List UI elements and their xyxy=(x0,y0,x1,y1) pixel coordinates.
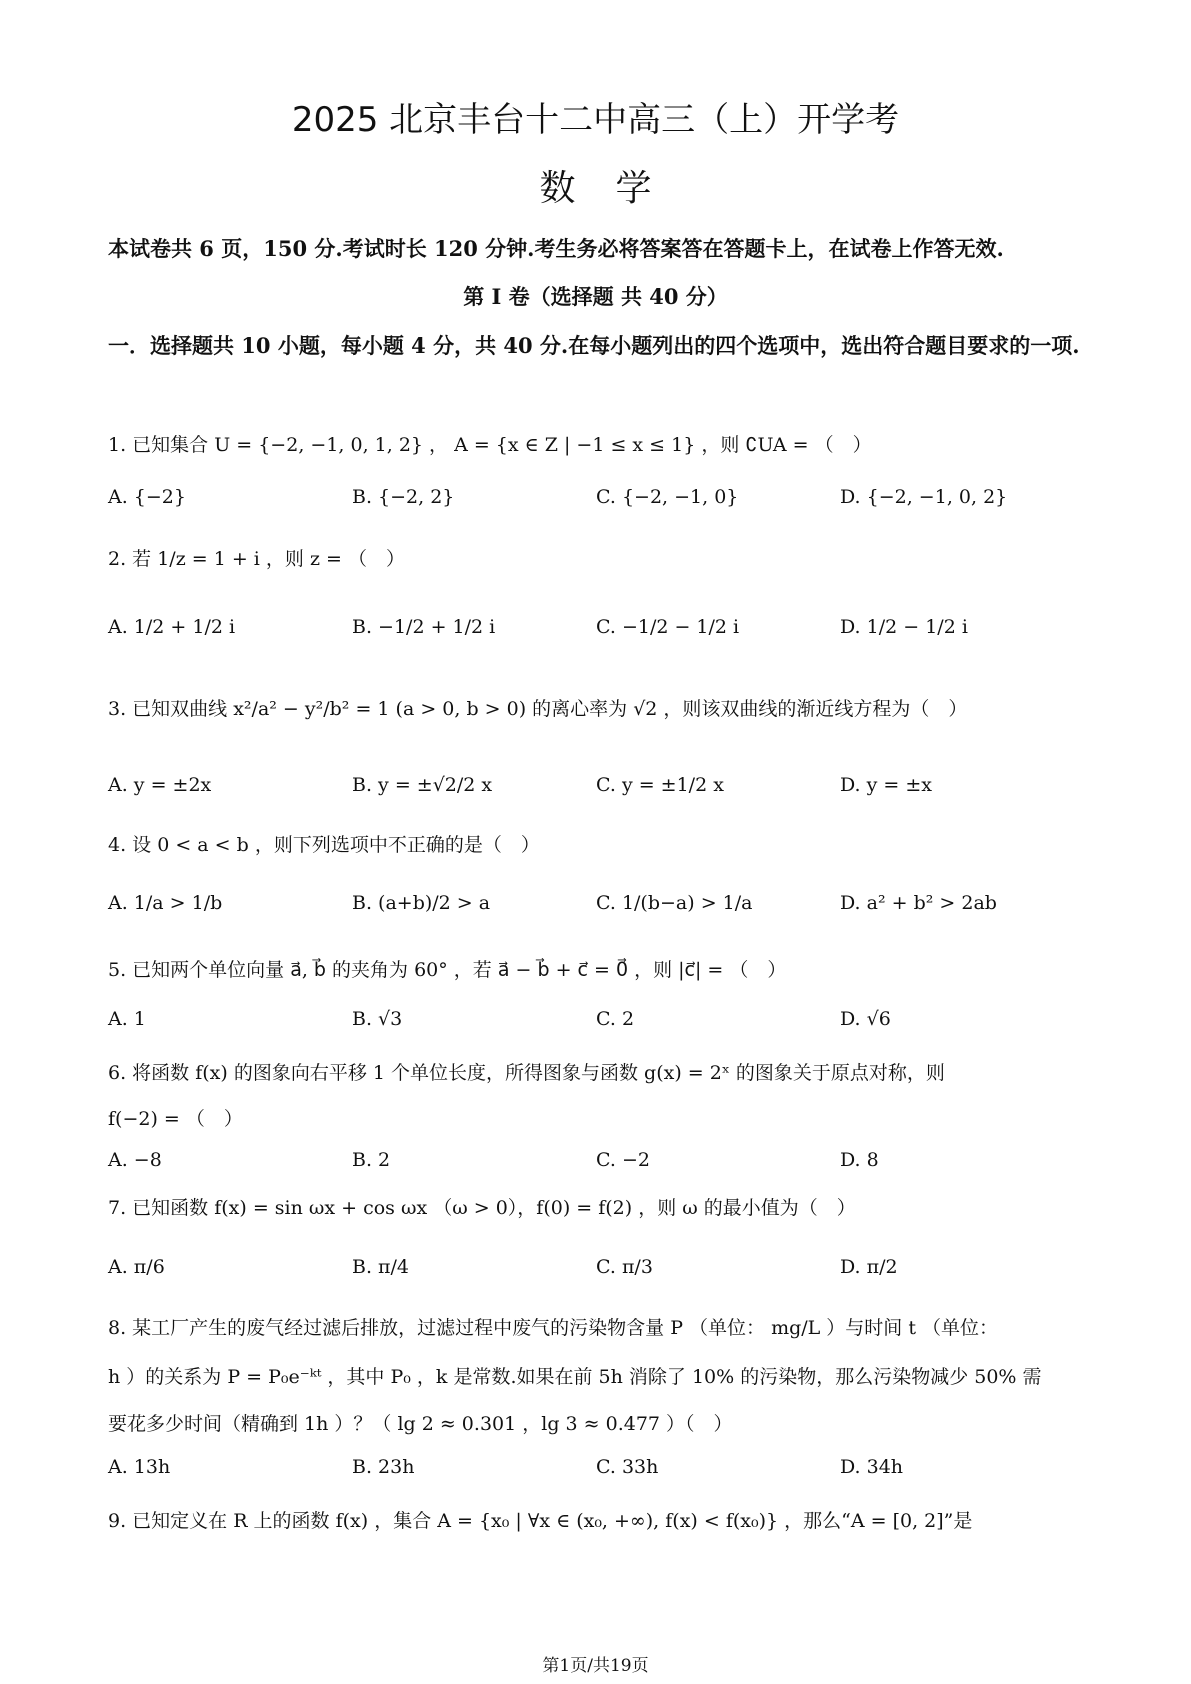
question-9-stem: 9. 已知定义在 R 上的函数 f(x) ，集合 A = {x₀ | ∀x ∈ (x₀, +∞), f(x) < f(x₀)} ，那么“A = [0, 2]”是 xyxy=(108,1510,973,1532)
part-title: 第 I 卷（选择题 共 40 分） xyxy=(463,284,728,309)
question-4-options xyxy=(108,892,1088,932)
option-a: A. 1/a > 1/b xyxy=(108,892,223,914)
question-2-options xyxy=(108,616,1088,656)
question-6-options xyxy=(108,1149,1088,1189)
option-d: D. y = ±x xyxy=(840,774,933,796)
option-b: B. 2 xyxy=(352,1149,391,1171)
option-a: A. 1 xyxy=(108,1008,146,1030)
question-3-stem: 3. 已知双曲线 x²/a² − y²/b² = 1 (a > 0, b > 0) 的离心率为 √2 ，则该双曲线的渐近线方程为（ ） xyxy=(108,698,968,720)
option-a: A. 13h xyxy=(108,1456,171,1478)
question-1-options xyxy=(108,486,1088,526)
exam-notice: 本试卷共 6 页，150 分.考试时长 120 分钟.考生务必将答案答在答题卡上，在试卷上作答无效. xyxy=(108,236,1004,261)
question-5-options xyxy=(108,1008,1088,1048)
exam-title: 2025 北京丰台十二中高三（上）开学考 xyxy=(291,100,900,140)
page-footer: 第1页/共19页 xyxy=(542,1656,649,1676)
option-b: B. π/4 xyxy=(352,1256,410,1278)
option-c: C. −1/2 − 1/2 i xyxy=(596,616,740,638)
option-b: B. (a+b)/2 > a xyxy=(352,892,491,914)
question-5-stem: 5. 已知两个单位向量 a⃗, b⃗ 的夹角为 60° ，若 a⃗ − b⃗ + c⃗ = 0⃗ ，则 |c⃗| = （ ） xyxy=(108,959,787,981)
question-4-stem: 4. 设 0 < a < b ，则下列选项中不正确的是（ ） xyxy=(108,834,540,856)
option-c: C. 33h xyxy=(596,1456,659,1478)
question-8-stem-line-2: h ）的关系为 P = P₀e⁻ᵏᵗ ，其中 P₀ ，k 是常数.如果在前 5h 消除了 10% 的污染物，那么污染物减少 50% 需 xyxy=(108,1366,1042,1388)
option-c: C. −2 xyxy=(596,1149,650,1171)
option-a: A. −8 xyxy=(108,1149,162,1171)
question-6-stem-continued: f(−2) = （ ） xyxy=(108,1108,243,1130)
option-b: B. √3 xyxy=(352,1008,403,1030)
section-heading: 一．选择题共 10 小题，每小题 4 分，共 40 分.在每小题列出的四个选项中，选出符合题目要求的一项. xyxy=(108,333,1080,358)
option-c: C. 1/(b−a) > 1/a xyxy=(596,892,753,914)
option-c: C. {−2, −1, 0} xyxy=(596,486,739,508)
option-d: D. 34h xyxy=(840,1456,904,1478)
option-d: D. 1/2 − 1/2 i xyxy=(840,616,968,638)
subject-title: 数学 xyxy=(539,168,692,209)
option-b: B. 23h xyxy=(352,1456,415,1478)
option-c: C. π/3 xyxy=(596,1256,653,1278)
question-3-options xyxy=(108,774,1088,814)
option-d: D. π/2 xyxy=(840,1256,898,1278)
option-a: A. 1/2 + 1/2 i xyxy=(108,616,236,638)
question-8-stem: 8. 某工厂产生的废气经过滤后排放，过滤过程中废气的污染物含量 P （单位： mg/L ）与时间 t （单位： xyxy=(108,1317,999,1339)
option-d: D. 8 xyxy=(840,1149,879,1171)
question-8-options xyxy=(108,1456,1088,1496)
option-d: D. √6 xyxy=(840,1008,891,1030)
option-d: D. a² + b² > 2ab xyxy=(840,892,997,914)
question-7-stem: 7. 已知函数 f(x) = sin ωx + cos ωx （ω > 0），f(0) = f(2) ，则 ω 的最小值为（ ） xyxy=(108,1197,856,1219)
option-b: B. −1/2 + 1/2 i xyxy=(352,616,496,638)
option-b: B. {−2, 2} xyxy=(352,486,455,508)
option-c: C. 2 xyxy=(596,1008,635,1030)
option-a: A. y = ±2x xyxy=(108,774,212,796)
option-a: A. {−2} xyxy=(108,486,186,508)
option-a: A. π/6 xyxy=(108,1256,165,1278)
option-b: B. y = ±√2/2 x xyxy=(352,774,493,796)
question-6-stem: 6. 将函数 f(x) 的图象向右平移 1 个单位长度，所得图象与函数 g(x) = 2ˣ 的图象关于原点对称，则 xyxy=(108,1062,945,1084)
option-c: C. y = ±1/2 x xyxy=(596,774,724,796)
question-7-options xyxy=(108,1256,1088,1296)
question-8-stem-line-3: 要花多少时间（精确到 1h ）？（ lg 2 ≈ 0.301 ，lg 3 ≈ 0.477 ）（ ） xyxy=(108,1413,733,1435)
option-d: D. {−2, −1, 0, 2} xyxy=(840,486,1008,508)
question-1-stem: 1. 已知集合 U = {−2, −1, 0, 1, 2} ， A = {x ∈ Z | −1 ≤ x ≤ 1} ，则 ∁UA = （ ） xyxy=(108,434,872,456)
question-2-stem: 2. 若 1/z = 1 + i ，则 z = （ ） xyxy=(108,548,405,570)
